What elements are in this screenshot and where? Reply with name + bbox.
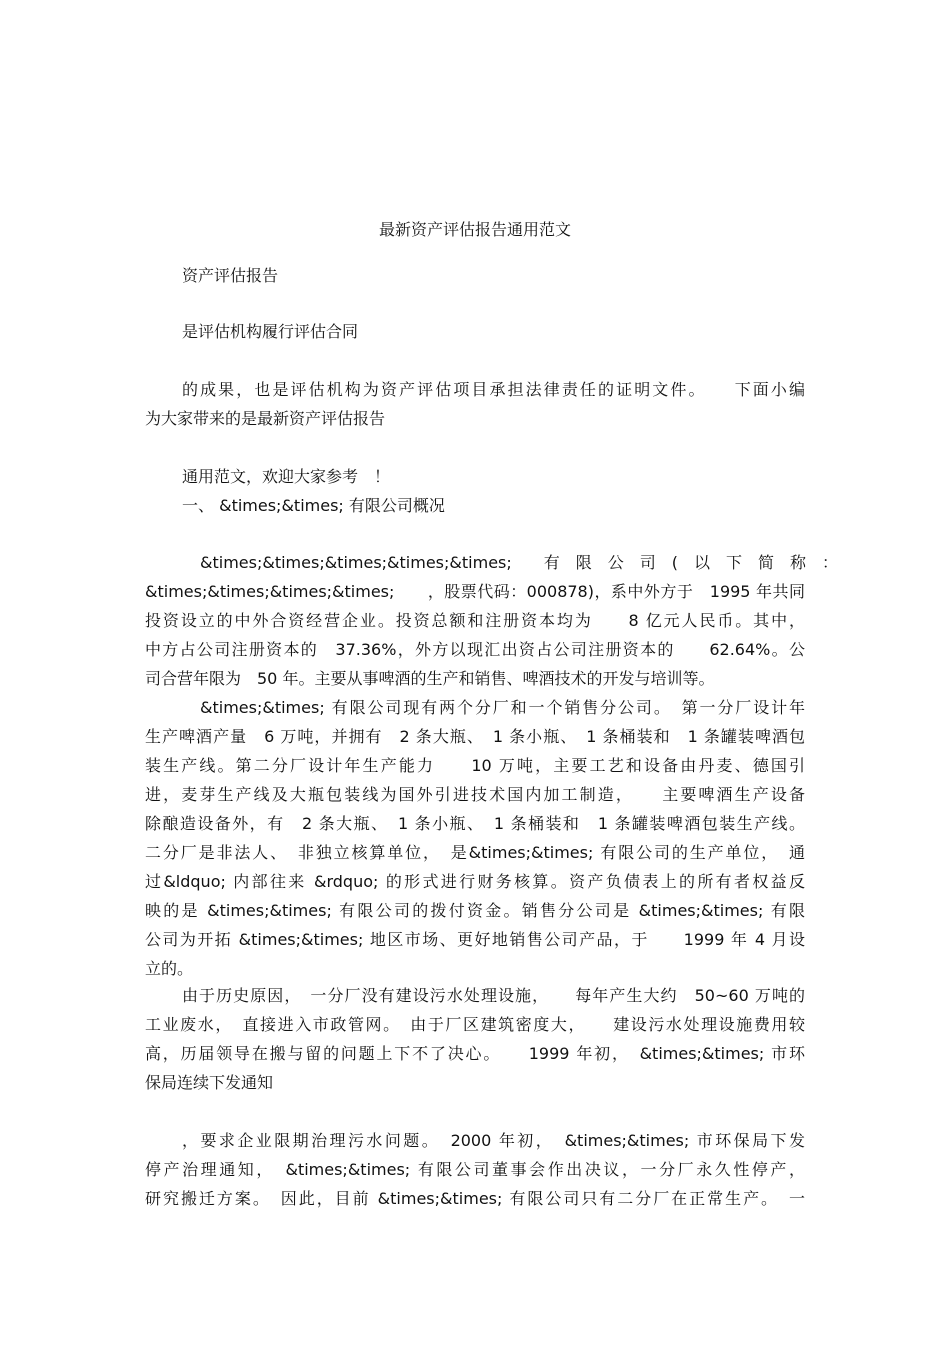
paragraph-line: 高，历届领导在搬与留的问题上下不了决心。 1999 年初， &times;&times; 市环 (145, 1044, 805, 1063)
paragraph-line: 二分厂是非法人、 非独立核算单位， 是&times;&times; 有限公司的生产单位， 通 (145, 843, 805, 862)
paragraph-line: 通用范文，欢迎大家参考 ！ (182, 467, 391, 486)
paragraph-line: 映的是 &times;&times; 有限公司的拨付资金。销售分公司是 &times;&times; 有限 (145, 901, 805, 920)
paragraph-line: 保局连续下发通知 (145, 1073, 274, 1092)
paragraph-line: 投资设立的中外合资经营企业。投资总额和注册资本均为 8 亿元人民币。其中， (145, 611, 805, 630)
paragraph-line: 的成果，也是评估机构为资产评估项目承担法律责任的证明文件。 下面小编 (182, 380, 805, 399)
paragraph-line: 中方占公司注册资本的 37.36%，外方以现汇出资占公司注册资本的 62.64%。公 (145, 640, 805, 659)
paragraph-line: &times;&times;&times;&times;&times; 有 限 公 司 ( 以 下 简 称 ： (200, 553, 839, 572)
paragraph-line: 公司为开拓 &times;&times; 地区市场、更好地销售公司产品，于 1999 年 4 月设 (145, 930, 805, 949)
paragraph-line: 研究搬迁方案。 因此，目前 &times;&times; 有限公司只有二分厂在正常生产。 一 (145, 1189, 805, 1208)
paragraph-line: 装生产线。第二分厂设计年生产能力 10 万吨，主要工艺和设备由丹麦、德国引 (145, 756, 805, 775)
paragraph-line: 是评估机构履行评估合同 (182, 322, 359, 341)
document-title: 最新资产评估报告通用范文 (378, 220, 571, 239)
paragraph-line: &times;&times; 有限公司现有两个分厂和一个销售分公司。 第一分厂设计年 (200, 698, 805, 717)
paragraph-line: 进，麦芽生产线及大瓶包装线为国外引进技术国内加工制造， 主要啤酒生产设备 (145, 785, 805, 804)
section-heading: 一、 &times;&times; 有限公司概况 (182, 496, 445, 515)
paragraph-line: 资产评估报告 (182, 266, 279, 285)
paragraph-line: 司合营年限为 50 年。主要从事啤酒的生产和销售、啤酒技术的开发与培训等。 (145, 669, 715, 688)
paragraph-line: &times;&times;&times;&times; ，股票代码：000878)，系中外方于 1995 年共同 (145, 582, 805, 601)
paragraph-line: 为大家带来的是最新资产评估报告 (145, 409, 386, 428)
paragraph-line: 过&ldquo; 内部往来 &rdquo; 的形式进行财务核算。资产负债表上的所有者权益反 (145, 872, 805, 891)
paragraph-line: 工业废水， 直接进入市政管网。 由于厂区建筑密度大， 建设污水处理设施费用较 (145, 1015, 805, 1034)
paragraph-line: 生产啤酒产量 6 万吨，并拥有 2 条大瓶、 1 条小瓶、 1 条桶装和 1 条罐装啤酒包 (145, 727, 805, 746)
paragraph-line: ，要求企业限期治理污水问题。 2000 年初， &times;&times; 市环保局下发 (182, 1131, 805, 1150)
paragraph-line: 立的。 (145, 959, 194, 978)
paragraph-line: 停产治理通知， &times;&times; 有限公司董事会作出决议，一分厂永久性停产， (145, 1160, 805, 1179)
paragraph-line: 除酿造设备外，有 2 条大瓶、 1 条小瓶、 1 条桶装和 1 条罐装啤酒包装生产线。 (145, 814, 805, 833)
paragraph-line: 由于历史原因， 一分厂没有建设污水处理设施， 每年产生大约 50~60 万吨的 (182, 986, 805, 1005)
